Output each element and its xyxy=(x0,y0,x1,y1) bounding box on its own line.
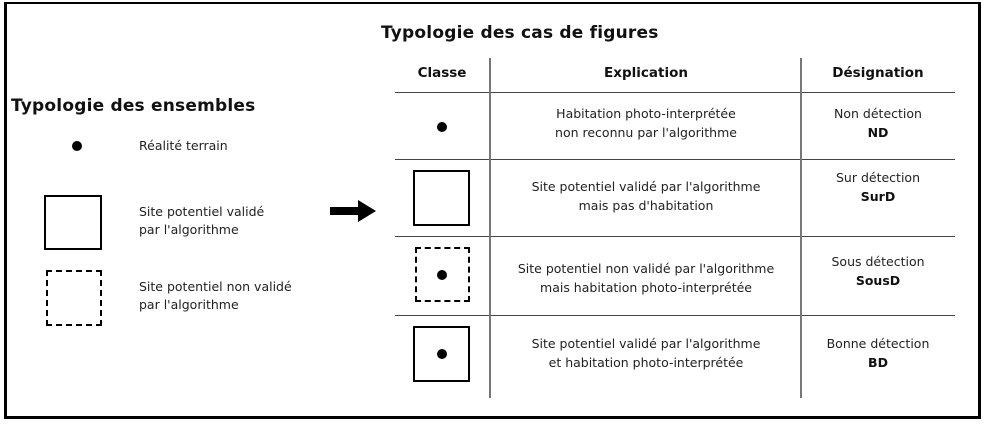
row3-explication-line2: mais habitation photo-interprétée xyxy=(540,280,752,295)
row4-code: BD xyxy=(868,355,888,370)
legend-label-terrain: Réalité terrain xyxy=(139,138,228,153)
row2-explication xyxy=(492,177,800,215)
legend-label-valide xyxy=(139,203,264,239)
row2-explication-line1: Site potentiel validé par l'algorithme xyxy=(531,179,761,194)
row2-designation-label: Sur détection xyxy=(835,170,920,185)
row3-designation xyxy=(803,252,953,290)
row1-designation xyxy=(803,104,953,142)
row2-solid-square-symbol xyxy=(413,170,470,226)
header-divider xyxy=(395,92,955,93)
legend-label-non-valide xyxy=(139,278,292,314)
header-designation: Désignation xyxy=(832,65,924,81)
row4-explication xyxy=(492,334,800,372)
row4-designation xyxy=(803,334,953,372)
row-divider-1 xyxy=(395,159,955,160)
legend-label-non-valide-line2: par l'algorithme xyxy=(139,297,239,312)
legend-label-valide-line1: Site potentiel validé xyxy=(139,204,265,219)
row1-explication-line1: Habitation photo-interprétée xyxy=(556,106,736,121)
legend-dot-symbol xyxy=(72,141,82,151)
right-arrow-icon xyxy=(330,200,376,222)
row3-explication-line1: Site potentiel non validé par l'algorithme xyxy=(517,261,775,276)
row1-code: ND xyxy=(867,125,889,140)
table-title: Typologie des cas de figures xyxy=(381,23,659,43)
header-classe: Classe xyxy=(417,65,467,81)
row2-explication-line2: mais pas d'habitation xyxy=(578,198,714,213)
row1-designation-label: Non détection xyxy=(834,106,922,121)
row1-dot-symbol xyxy=(437,122,447,132)
legend-label-valide-line2: par l'algorithme xyxy=(139,222,239,237)
row4-designation-label: Bonne détection xyxy=(826,336,930,351)
header-explication: Explication xyxy=(604,65,688,81)
legend-solid-square-symbol xyxy=(44,195,102,250)
row1-explication xyxy=(492,104,800,142)
row3-code: SousD xyxy=(855,273,901,288)
row-divider-3 xyxy=(395,315,955,316)
legend-dashed-square-symbol xyxy=(46,270,102,326)
row1-explication-line2: non reconnu par l'algorithme xyxy=(555,125,737,140)
row2-code: SurD xyxy=(860,189,896,204)
row3-dot-symbol xyxy=(437,270,447,280)
legend-label-non-valide-line1: Site potentiel non validé xyxy=(139,279,292,294)
row3-explication xyxy=(492,259,800,297)
row4-dot-symbol xyxy=(437,349,447,359)
row2-designation xyxy=(803,168,953,206)
column-divider-1 xyxy=(489,58,491,398)
row-divider-2 xyxy=(395,236,955,237)
row4-explication-line1: Site potentiel validé par l'algorithme xyxy=(531,336,761,351)
column-divider-2 xyxy=(800,58,802,398)
row3-designation-label: Sous détection xyxy=(831,254,925,269)
legend-title: Typologie des ensembles xyxy=(11,96,256,116)
row4-explication-line2: et habitation photo-interprétée xyxy=(548,355,744,370)
